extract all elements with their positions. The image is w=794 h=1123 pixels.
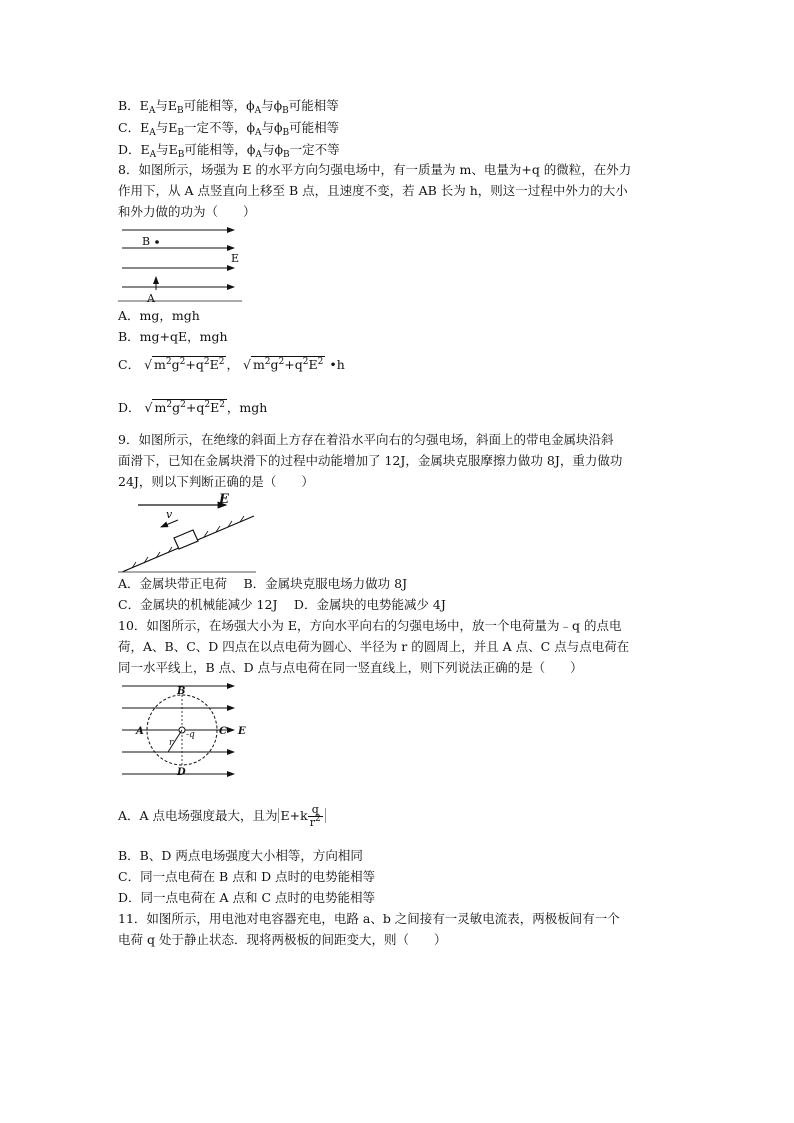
q8-stem-line-2: 作用下，从 A 点竖直向上移至 B 点，且速度不变，若 AB 长为 h，则这一过程中外力的大小 <box>118 183 628 198</box>
q9-stem-line-2: 面滑下，已知在金属块滑下的过程中动能增加了 12J，金属块克服摩擦力做功 8J，重力做功 <box>118 453 623 468</box>
label-c: C <box>219 726 227 737</box>
label-e: E <box>231 252 240 265</box>
q10-stem-line-1: 10．如图所示，在场强大小为 E，方向水平向右的匀强电场中，放一个电荷量为﹣q 的点电 <box>118 618 622 633</box>
q7-option-c: C．$E_A$与$E_B$一定不等，$\phi_A$与$\phi_B$可能相等 <box>118 120 340 138</box>
sqrt-expression: √ $m^2g^2+q^2E^2$ <box>144 400 225 415</box>
q9-stem-line-1: 9．如图所示，在绝缘的斜面上方存在着沿水平向右的匀强电场，斜面上的带电金属块沿斜 <box>118 432 614 447</box>
q8-option-c: C． √ $m^2g^2+q^2E^2$ ， √ $m^2g^2+q^2E^2$ •h <box>118 357 345 372</box>
label-v: v <box>166 508 173 521</box>
q8-stem-line-1: 8．如图所示，场强为 E 的水平方向匀强电场中，有一质量为 m、电量为+q 的微粒，在外力 <box>118 162 632 177</box>
q10-option-d: D．同一点电荷在 A 点和 C 点时的电势能相等 <box>118 890 376 905</box>
q7-option-d: D．$E_A$与$E_B$可能相等，$\phi_A$与$\phi_B$一定不等 <box>118 142 340 160</box>
metal-block <box>174 530 198 549</box>
velocity-arrow <box>161 520 178 527</box>
point-b-dot <box>155 240 159 244</box>
q9-options-cd: C．金属块的机械能减少 12J D．金属块的电势能减少 4J <box>118 597 446 612</box>
q10-stem-line-3: 同一水平线上，B 点、D 点与点电荷在同一竖直线上，则下列说法正确的是（ ） <box>118 660 583 675</box>
q8-option-d: D． √ $m^2g^2+q^2E^2$ ，mgh <box>118 400 268 415</box>
q8-option-a: A．mg，mgh <box>118 308 200 323</box>
q10-circle-diagram <box>118 680 258 780</box>
label-r: r <box>169 738 174 748</box>
label-b: B <box>177 686 186 697</box>
q9-stem-line-3: 24J，则以下判断正确的是（ ） <box>118 474 314 489</box>
q11-stem-line-1: 11．如图所示，用电池对电容器充电，电路 a、b 之间接有一灵敏电流表，两极板间有一个 <box>118 911 620 926</box>
q10-option-a: A．A 点电场强度最大，且为 E+k $\frac{q}{r^2}$ <box>118 801 326 831</box>
label-a: A <box>136 726 144 737</box>
formula-e-plus-kq-over-r2: E+k $\frac{q}{r^2}$ <box>278 808 326 823</box>
sqrt-expression: √ $m^2g^2+q^2E^2$ <box>144 357 225 372</box>
q9-options-ab: A．金属块带正电荷 B．金属块克服电场力做功 8J <box>118 576 408 591</box>
label-e: E <box>219 492 229 507</box>
q8-option-b: B．mg+qE，mgh <box>118 329 228 344</box>
q11-stem-line-2: 电荷 q 处于静止状态．现将两极板的间距变大，则（ ） <box>118 932 447 947</box>
q8-stem-line-3: 和外力做的功为（ ） <box>118 204 256 219</box>
q10-option-b: B．B、D 两点电场强度大小相等，方向相同 <box>118 848 363 863</box>
sqrt-expression: √ $m^2g^2+q^2E^2$ <box>242 357 324 372</box>
q9-incline-diagram <box>118 492 258 577</box>
q7-option-b: B．$E_A$与$E_B$可能相等，$\phi_A$与$\phi_B$可能相等 <box>118 98 339 116</box>
q10-stem-line-2: 荷，A、B、C、D 四点在以点电荷为圆心、半径为 r 的圆周上，并且 A 点、C 点与点电荷在 <box>118 639 630 654</box>
label-q: -q <box>186 730 195 740</box>
label-a: A <box>147 292 155 304</box>
label-e: E <box>238 726 246 737</box>
label-b: B <box>142 235 151 248</box>
q10-option-c: C．同一点电荷在 B 点和 D 点时的电势能相等 <box>118 869 376 884</box>
label-d: D <box>177 767 186 778</box>
q8-field-diagram <box>118 224 248 304</box>
